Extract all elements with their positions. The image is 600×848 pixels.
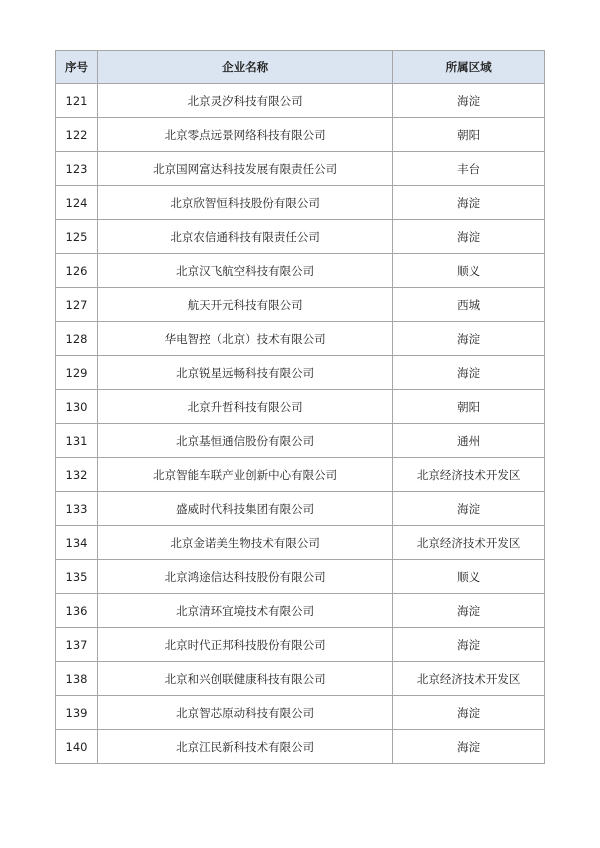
row-number: 121 — [56, 84, 98, 118]
header-company-name: 企业名称 — [97, 51, 392, 84]
region: 顺义 — [393, 254, 545, 288]
region: 北京经济技术开发区 — [393, 458, 545, 492]
row-number: 131 — [56, 424, 98, 458]
company-name: 北京汉飞航空科技有限公司 — [97, 254, 392, 288]
header-number: 序号 — [56, 51, 98, 84]
company-name: 华电智控（北京）技术有限公司 — [97, 322, 392, 356]
table-row — [56, 594, 545, 628]
region: 海淀 — [393, 594, 545, 628]
company-name: 北京金诺美生物技术有限公司 — [97, 526, 392, 560]
table-row — [56, 288, 545, 322]
row-number: 136 — [56, 594, 98, 628]
region: 海淀 — [393, 186, 545, 220]
region: 海淀 — [393, 220, 545, 254]
row-number: 127 — [56, 288, 98, 322]
region: 通州 — [393, 424, 545, 458]
region: 朝阳 — [393, 390, 545, 424]
region: 北京经济技术开发区 — [393, 526, 545, 560]
table-row — [56, 220, 545, 254]
region: 海淀 — [393, 492, 545, 526]
company-name: 北京灵汐科技有限公司 — [97, 84, 392, 118]
row-number: 129 — [56, 356, 98, 390]
company-name: 北京鸿途信达科技股份有限公司 — [97, 560, 392, 594]
row-number: 130 — [56, 390, 98, 424]
company-name: 北京基恒通信股份有限公司 — [97, 424, 392, 458]
table-row — [56, 526, 545, 560]
region: 海淀 — [393, 730, 545, 764]
company-table — [55, 50, 545, 764]
table-row — [56, 560, 545, 594]
row-number: 138 — [56, 662, 98, 696]
table-row — [56, 356, 545, 390]
table-row — [56, 492, 545, 526]
region: 海淀 — [393, 84, 545, 118]
table-row — [56, 118, 545, 152]
header-region: 所属区域 — [393, 51, 545, 84]
row-number: 125 — [56, 220, 98, 254]
table-row — [56, 458, 545, 492]
company-name: 北京和兴创联健康科技有限公司 — [97, 662, 392, 696]
table-row — [56, 254, 545, 288]
company-name: 北京国网富达科技发展有限责任公司 — [97, 152, 392, 186]
row-number: 139 — [56, 696, 98, 730]
region: 海淀 — [393, 322, 545, 356]
row-number: 124 — [56, 186, 98, 220]
company-name: 北京锐星远畅科技有限公司 — [97, 356, 392, 390]
row-number: 134 — [56, 526, 98, 560]
table-row — [56, 424, 545, 458]
table-row — [56, 84, 545, 118]
table-row — [56, 322, 545, 356]
region: 北京经济技术开发区 — [393, 662, 545, 696]
company-name: 北京智能车联产业创新中心有限公司 — [97, 458, 392, 492]
row-number: 123 — [56, 152, 98, 186]
row-number: 135 — [56, 560, 98, 594]
row-number: 140 — [56, 730, 98, 764]
company-name: 北京智芯原动科技有限公司 — [97, 696, 392, 730]
company-name: 北京零点远景网络科技有限公司 — [97, 118, 392, 152]
row-number: 128 — [56, 322, 98, 356]
table-row — [56, 390, 545, 424]
region: 顺义 — [393, 560, 545, 594]
row-number: 137 — [56, 628, 98, 662]
company-name: 北京江民新科技术有限公司 — [97, 730, 392, 764]
region: 海淀 — [393, 696, 545, 730]
company-name: 北京清环宜境技术有限公司 — [97, 594, 392, 628]
row-number: 132 — [56, 458, 98, 492]
table-row — [56, 730, 545, 764]
company-name: 北京欣智恒科技股份有限公司 — [97, 186, 392, 220]
row-number: 122 — [56, 118, 98, 152]
company-name: 盛威时代科技集团有限公司 — [97, 492, 392, 526]
table-row — [56, 628, 545, 662]
table-header-row — [56, 51, 545, 84]
table-row — [56, 152, 545, 186]
region: 海淀 — [393, 628, 545, 662]
row-number: 126 — [56, 254, 98, 288]
region: 海淀 — [393, 356, 545, 390]
region: 朝阳 — [393, 118, 545, 152]
row-number: 133 — [56, 492, 98, 526]
table-row — [56, 662, 545, 696]
region: 丰台 — [393, 152, 545, 186]
company-name: 北京升哲科技有限公司 — [97, 390, 392, 424]
company-name: 北京农信通科技有限责任公司 — [97, 220, 392, 254]
table-row — [56, 696, 545, 730]
company-name: 北京时代正邦科技股份有限公司 — [97, 628, 392, 662]
region: 西城 — [393, 288, 545, 322]
table-row — [56, 186, 545, 220]
company-name: 航天开元科技有限公司 — [97, 288, 392, 322]
